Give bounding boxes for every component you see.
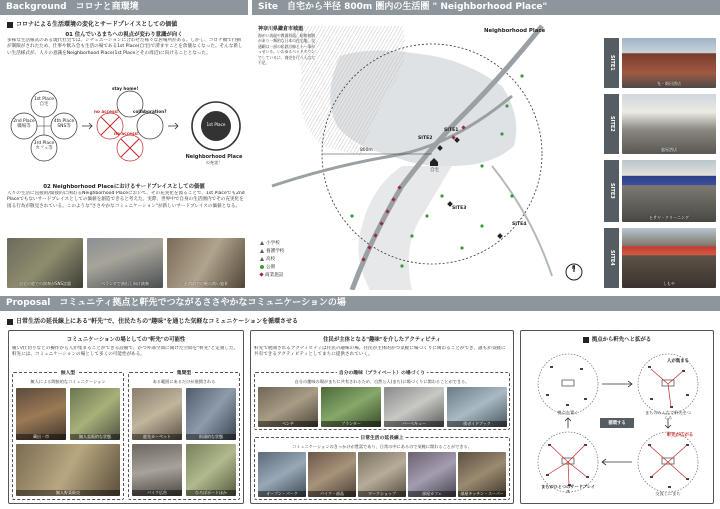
no-access-label-2: no access!: [114, 131, 139, 136]
legend-school: 小学校: [260, 240, 280, 246]
site1-label: SITE1: [444, 128, 459, 133]
col1-photo-5: 街頭的な状態: [186, 388, 236, 440]
hub-label: 拠点を置く: [557, 410, 579, 415]
mujin-box: 無人型: [12, 372, 124, 500]
proposal-band: Proposal コミュニティ拠点と軒先でつながるささやかなコミュニケーションの場: [0, 296, 720, 311]
private-sub: 自分の趣味の場がまちに共有されるため、自然と人(まち)に場づくりに関わることができる。: [294, 379, 470, 384]
site3-label: SITE3: [452, 206, 467, 211]
private-photo-1: ベンチ: [258, 387, 318, 427]
legend-park: 公園: [260, 264, 275, 270]
private-photo-4: 街ガイドブック: [447, 387, 507, 427]
background-section-title: コロナによる生活環境の変化とサードプレイスとしての価値: [7, 19, 247, 28]
shuzoku-box: 集間型: [128, 372, 240, 500]
triangle-icon: [260, 249, 264, 253]
legend-commercial: 商業施設: [260, 272, 283, 278]
center-label: まちがひとつのサードプレイス: [541, 484, 595, 494]
col1-title: コミュニケーションの場としての"軒先"の可能性: [66, 337, 186, 343]
site-tab-1: SITE1: [604, 38, 619, 88]
daily-photo-2: バイク・部品: [308, 452, 356, 497]
area-title: 神奈川県鎌倉市城廻: [258, 26, 304, 32]
exchange-label: 交流しにまち: [655, 491, 681, 496]
site-band: Site 自宅から半径 800m 圏内の生活圏 " Neighborhood Place": [252, 0, 720, 15]
sub2-text: 人々の生活に直接的/間接的に関わるNeighborhood Placeにおいて、その充実化を図ることで、1st Placeでも2nd Placeでもないサードプレイスとしての価値を創造できると考えた。実際、世界中で自身の生活圏内でその充実化を図る行為が散見されている。このような"ささやかなコミュニケーション"が新しいサードプレイスの価値となる。: [7, 191, 245, 209]
photo-garden-concert: 自宅の庭での演奏がSNS話題: [7, 238, 83, 288]
sub2-title: 02 Neighborhood Placeにおけるサードプレイスとしての価値: [43, 184, 205, 190]
loop-label: 循環する: [608, 421, 626, 426]
site2-label: SITE2: [418, 136, 433, 141]
col2-text: 軒先で展開されるアクティビティは住民の趣味の場。住民が主体的かつ気軽に場づくりに関わることができ、誰もが気軽に共有できるアクティビティとしてまちに提供されていく。: [254, 346, 506, 358]
shuzoku-sub: ある範囲にあるだけが展開される: [152, 379, 216, 384]
site4-photo: しもや: [622, 228, 716, 288]
col1-photo-3: 無人野菜販売: [16, 444, 120, 496]
collaboration-label: collaboration?: [133, 109, 167, 114]
square-bullet-icon: [583, 337, 589, 343]
first-place-label: 1st Place 自宅: [34, 97, 54, 107]
private-photo-2: プランター: [321, 387, 381, 427]
square-bullet-icon: [7, 319, 13, 325]
neighborhood-place-label: Neighborhood Place の充実！: [185, 154, 243, 165]
daily-box: 日常生活の延長線上: [254, 437, 510, 500]
neighborhood-center-label: 1st Place: [206, 122, 226, 127]
col1-photo-4: 庭先カーペット: [132, 388, 182, 440]
radius-label: 800m: [360, 148, 373, 153]
area-text: 海がい表現や教満斜面、昭和初期があり一類的な日本の住宅地。交通網は一部の私鉄沿線とトー事がっせいる。いわゆるベッドタウンでしているに、商売を行う人は大不足、: [258, 33, 315, 66]
site3-photo: ヒサヤ・クリーニング: [622, 160, 716, 222]
triangle-icon: [260, 257, 264, 261]
photo-balcony-concert: ベランダで演出し向け演奏: [87, 238, 163, 288]
home-label: 自宅: [430, 168, 439, 173]
triangle-icon: [260, 241, 264, 245]
legend-special-school: 養護学校: [260, 248, 284, 254]
expand-label: 軒先が広がる: [666, 433, 694, 438]
col2-title: 住民が主体となる"趣味"を介したアクティビティ: [323, 337, 441, 343]
daily-sub: コミュニケーションのきっかけが豊富であり、日常の中にあるので気軽に関わることができる。: [292, 444, 472, 449]
compass-north: N: [572, 265, 576, 270]
third-place-label: 3rd Place カフェ等: [33, 141, 55, 151]
private-photo-3: バーベキュー: [384, 387, 444, 427]
daily-photo-1: オープン・パーク: [258, 452, 306, 497]
site-tab-2: SITE2: [604, 94, 619, 154]
sub1-title: 01 住んでいるまちへの視点が変わり意識が向く: [65, 32, 183, 38]
private-box: 自分の趣味（プライベート）の場づくり: [254, 372, 510, 430]
background-band: Background コロナと商環境: [0, 0, 248, 15]
site-tab-3: SITE3: [604, 160, 619, 222]
site1-photo: 先・畑田酒店: [622, 38, 716, 88]
sub1-text: 多様な生活様式のある現代社会では、シチュエーションに合わせた様々な居場所がある。しかし、コロナ禍で行動が制限がされたため、仕事や飲み会も生活の場である1st Place(自宅)で済ますことを余儀なくなった。そんな新しい生活様式が、人々の意識をNeighborhood Place(1st Placeとその周辺)に向けることとなった。: [7, 38, 243, 56]
neighborhood-map-label: Neighborhood Place: [484, 28, 546, 34]
fourth-place-label: 4th Place SNS等: [53, 119, 75, 129]
spread-label: 人が集まる: [667, 359, 689, 364]
photo-porch-shop: 玄関前での軽の商い風景: [167, 238, 245, 288]
mujin-sub: 無人による間接的なコミュニケーション: [30, 379, 106, 384]
town-label: まちのみんなで軒先をつくる: [644, 410, 692, 420]
stay-home-label: stay home!: [112, 86, 139, 91]
red-diamond-icon: [259, 272, 263, 276]
legend-high-school: 高校: [260, 256, 275, 262]
col1-text: 履い/仕切りなどの操作から人が集まることができる設備で、かつ外部空間に開けた空間を"軒先"と定義した。軒先には、コミュニケーションの場として多くの可能性がある。: [12, 346, 239, 358]
proposal-main-title: 日常生活の延長線上にある"軒先"で、住民たちの"趣味"を通じた気軽なコミュニケーションを循環させる: [7, 316, 713, 325]
green-dot-icon: [260, 265, 264, 269]
daily-photo-3: ワークショップ: [358, 452, 406, 497]
second-place-label: 2nd Place 職場等: [13, 119, 35, 129]
site2-photo: 風屋酒店: [622, 94, 716, 154]
daily-photo-4: 部屋カフェ: [408, 452, 456, 497]
site-tab-4: SITE4: [604, 228, 619, 288]
site4-label: SITE4: [512, 222, 527, 227]
col1-photo-7: ひろばポートほか: [186, 444, 236, 496]
col1-photo-6: バイク広告: [132, 444, 182, 496]
daily-photo-5: 部屋キッチン・スーパー: [458, 452, 506, 497]
square-bullet-icon: [7, 22, 13, 28]
col1-photo-1: 蔵出・市: [16, 388, 66, 440]
col3-title: 拠点から軒先へと拡がる: [520, 335, 714, 343]
col1-photo-2: 無人直販的な状態: [70, 388, 120, 440]
no-access-label-1: no access!: [94, 109, 119, 114]
